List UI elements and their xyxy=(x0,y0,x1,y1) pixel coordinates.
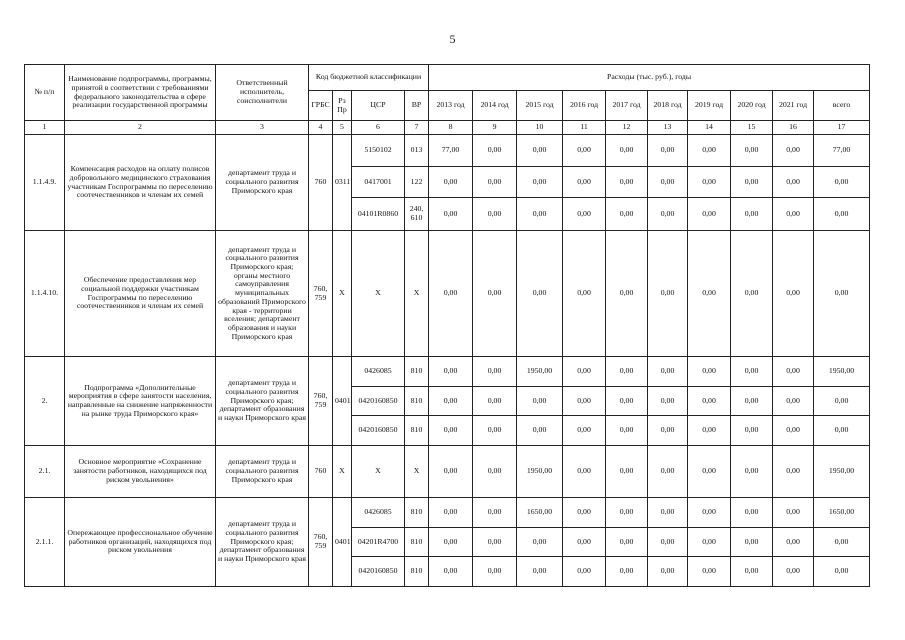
row-value: 0,00 xyxy=(563,198,606,231)
row-value: 0,00 xyxy=(473,357,517,387)
table-row xyxy=(25,446,870,498)
row-value: 0,00 xyxy=(429,387,473,416)
row-csr: 0420160850 xyxy=(352,387,405,416)
row-value: 0,00 xyxy=(606,357,648,387)
header-responsible: Ответственный исполнитель, соисполнители xyxy=(216,65,309,121)
table-row xyxy=(25,357,870,387)
row-value: 0,00 xyxy=(688,557,731,587)
column-number: 12 xyxy=(606,121,648,135)
row-csr: X xyxy=(352,446,405,498)
row-vr: 810 xyxy=(405,357,429,387)
row-value: 0,00 xyxy=(473,135,517,167)
header-year: 2019 год xyxy=(688,91,731,121)
row-value: 0,00 xyxy=(563,135,606,167)
row-csr: 0417001 xyxy=(352,167,405,198)
row-value: 0,00 xyxy=(688,528,731,557)
row-value: 0,00 xyxy=(473,416,517,446)
row-value: 0,00 xyxy=(773,135,814,167)
row-value: 0,00 xyxy=(648,231,688,357)
row-value: 0,00 xyxy=(563,498,606,528)
row-csr: 04101R0860 xyxy=(352,198,405,231)
row-grbs: 760 xyxy=(309,446,333,498)
row-value: 0,00 xyxy=(429,498,473,528)
row-value: 0,00 xyxy=(731,231,773,357)
row-value: 0,00 xyxy=(773,498,814,528)
row-vr: 810 xyxy=(405,416,429,446)
row-value: 0,00 xyxy=(429,231,473,357)
row-responsible: департамент труда и социального развития Приморского края; департамент образования и науки Приморского края xyxy=(216,357,309,446)
row-value: 0,00 xyxy=(773,231,814,357)
row-csr: 0420160850 xyxy=(352,416,405,446)
row-value: 0,00 xyxy=(473,167,517,198)
row-value: 77,00 xyxy=(814,135,870,167)
row-value: 0,00 xyxy=(648,387,688,416)
row-vr: 810 xyxy=(405,387,429,416)
table-row xyxy=(25,231,870,357)
column-number: 11 xyxy=(563,121,606,135)
row-value: 0,00 xyxy=(429,528,473,557)
row-value: 0,00 xyxy=(688,231,731,357)
row-number: 2.1.1. xyxy=(25,498,65,587)
table-row xyxy=(25,498,870,528)
page-number: 5 xyxy=(449,32,456,46)
row-responsible: департамент труда и социального развития Приморского края xyxy=(216,135,309,231)
row-csr: X xyxy=(352,231,405,357)
row-value: 0,00 xyxy=(731,498,773,528)
row-value: 0,00 xyxy=(731,198,773,231)
row-rzpr: 0401 xyxy=(333,498,352,587)
table-row xyxy=(25,135,870,167)
header-expenses: Расходы (тыс. руб.), годы xyxy=(429,65,870,91)
row-value: 0,00 xyxy=(473,528,517,557)
header-grbs: ГРБС xyxy=(309,91,333,121)
row-value: 0,00 xyxy=(688,198,731,231)
row-value: 77,00 xyxy=(429,135,473,167)
row-value: 0,00 xyxy=(563,416,606,446)
row-value: 0,00 xyxy=(429,416,473,446)
row-value: 0,00 xyxy=(473,446,517,498)
row-value: 0,00 xyxy=(429,357,473,387)
header-year: 2013 год xyxy=(429,91,473,121)
row-value: 0,00 xyxy=(688,387,731,416)
row-number: 2.1. xyxy=(25,446,65,498)
row-value: 0,00 xyxy=(773,557,814,587)
row-csr: 0426085 xyxy=(352,498,405,528)
header-year: всего xyxy=(814,91,870,121)
row-value: 0,00 xyxy=(563,357,606,387)
column-number: 16 xyxy=(773,121,814,135)
row-value: 0,00 xyxy=(648,446,688,498)
row-grbs: 760, 759 xyxy=(309,231,333,357)
row-value: 0,00 xyxy=(648,167,688,198)
header-rzpr: Рз Пр xyxy=(333,91,352,121)
row-csr: 0426085 xyxy=(352,357,405,387)
row-value: 0,00 xyxy=(606,446,648,498)
column-number: 9 xyxy=(473,121,517,135)
row-name: Основное мероприятие «Сохранение занятости работников, находящихся под риском увольнения» xyxy=(65,446,216,498)
row-value: 0,00 xyxy=(473,198,517,231)
row-vr: 810 xyxy=(405,498,429,528)
row-value: 0,00 xyxy=(731,167,773,198)
row-number: 2. xyxy=(25,357,65,446)
header-name: Наименование подпрограммы, программы, принятой в соответствии с требованиями федерального законодательства в сфере реализации государственной программы xyxy=(65,65,216,121)
row-value: 0,00 xyxy=(688,135,731,167)
row-csr: 0420160850 xyxy=(352,557,405,587)
row-grbs: 760 xyxy=(309,135,333,231)
row-value: 0,00 xyxy=(648,557,688,587)
row-value: 0,00 xyxy=(731,416,773,446)
column-number: 5 xyxy=(333,121,352,135)
row-value: 0,00 xyxy=(429,557,473,587)
header-csr: ЦСР xyxy=(352,91,405,121)
row-vr: 013 xyxy=(405,135,429,167)
row-value: 0,00 xyxy=(606,528,648,557)
column-number: 13 xyxy=(648,121,688,135)
row-value: 1650,00 xyxy=(814,498,870,528)
row-value: 0,00 xyxy=(517,135,563,167)
row-value: 0,00 xyxy=(563,557,606,587)
row-value: 0,00 xyxy=(606,387,648,416)
row-value: 0,00 xyxy=(688,167,731,198)
row-value: 0,00 xyxy=(648,198,688,231)
row-value: 0,00 xyxy=(606,557,648,587)
row-vr: 240, 610 xyxy=(405,198,429,231)
column-number: 2 xyxy=(65,121,216,135)
row-value: 0,00 xyxy=(563,231,606,357)
row-vr: X xyxy=(405,446,429,498)
row-value: 0,00 xyxy=(606,231,648,357)
header-budget-code: Код бюджетной классификации xyxy=(309,65,429,91)
row-value: 0,00 xyxy=(688,498,731,528)
row-value: 1950,00 xyxy=(517,357,563,387)
column-number: 1 xyxy=(25,121,65,135)
header-year: 2014 год xyxy=(473,91,517,121)
row-value: 0,00 xyxy=(517,198,563,231)
row-value: 0,00 xyxy=(429,446,473,498)
row-value: 0,00 xyxy=(731,557,773,587)
row-value: 0,00 xyxy=(606,198,648,231)
row-value: 0,00 xyxy=(773,357,814,387)
row-value: 0,00 xyxy=(814,416,870,446)
row-name: Опережающее профессиональное обучение работников организаций, находящихся под риском увольнения xyxy=(65,498,216,587)
row-vr: 810 xyxy=(405,528,429,557)
row-value: 0,00 xyxy=(773,528,814,557)
row-vr: 122 xyxy=(405,167,429,198)
row-value: 0,00 xyxy=(731,135,773,167)
row-value: 0,00 xyxy=(606,135,648,167)
row-value: 0,00 xyxy=(517,231,563,357)
row-rzpr: 0311 xyxy=(333,135,352,231)
row-value: 1950,00 xyxy=(814,446,870,498)
row-value: 0,00 xyxy=(688,357,731,387)
column-number: 14 xyxy=(688,121,731,135)
row-value: 0,00 xyxy=(773,387,814,416)
row-value: 0,00 xyxy=(473,498,517,528)
row-value: 0,00 xyxy=(517,387,563,416)
column-number: 15 xyxy=(731,121,773,135)
row-value: 0,00 xyxy=(648,416,688,446)
row-grbs: 760, 759 xyxy=(309,357,333,446)
row-name: Компенсация расходов на оплату полисов добровольного медицинского страхования участникам Госпрограммы по переселению соотечественников и членам их семей xyxy=(65,135,216,231)
row-value: 0,00 xyxy=(648,498,688,528)
row-value: 0,00 xyxy=(648,528,688,557)
row-value: 1650,00 xyxy=(517,498,563,528)
budget-table xyxy=(24,64,870,587)
row-value: 0,00 xyxy=(606,498,648,528)
row-responsible: департамент труда и социального развития Приморского края xyxy=(216,446,309,498)
row-value: 0,00 xyxy=(648,135,688,167)
row-grbs: 760, 759 xyxy=(309,498,333,587)
row-value: 0,00 xyxy=(517,528,563,557)
row-value: 0,00 xyxy=(773,198,814,231)
row-value: 0,00 xyxy=(731,528,773,557)
row-responsible: департамент труда и социального развития Приморского края; органы местного самоуправления муниципальных образований Приморского края - территории вселения; департамент образования и науки Приморского края xyxy=(216,231,309,357)
row-csr: 04201R4700 xyxy=(352,528,405,557)
row-value: 0,00 xyxy=(814,528,870,557)
row-value: 1950,00 xyxy=(814,357,870,387)
row-value: 0,00 xyxy=(814,557,870,587)
row-value: 0,00 xyxy=(648,357,688,387)
row-value: 0,00 xyxy=(773,167,814,198)
row-rzpr: X xyxy=(333,231,352,357)
header-year: 2021 год xyxy=(773,91,814,121)
row-value: 0,00 xyxy=(688,416,731,446)
row-rzpr: 0401 xyxy=(333,357,352,446)
column-number: 17 xyxy=(814,121,870,135)
row-value: 0,00 xyxy=(517,167,563,198)
row-value: 0,00 xyxy=(773,416,814,446)
row-value: 0,00 xyxy=(563,528,606,557)
row-value: 0,00 xyxy=(731,387,773,416)
row-csr: 5150102 xyxy=(352,135,405,167)
header-year: 2017 год xyxy=(606,91,648,121)
row-value: 0,00 xyxy=(517,416,563,446)
row-name: Обеспечение предоставления мер социальной поддержки участникам Госпрограммы по переселению соотечественников и членам их семей xyxy=(65,231,216,357)
row-vr: 810 xyxy=(405,557,429,587)
column-number: 3 xyxy=(216,121,309,135)
row-rzpr: X xyxy=(333,446,352,498)
header-year: 2020 год xyxy=(731,91,773,121)
row-vr: X xyxy=(405,231,429,357)
column-number: 7 xyxy=(405,121,429,135)
row-value: 0,00 xyxy=(814,198,870,231)
row-value: 0,00 xyxy=(814,231,870,357)
row-number: 1.1.4.10. xyxy=(25,231,65,357)
row-number: 1.1.4.9. xyxy=(25,135,65,231)
header-year: 2018 год xyxy=(648,91,688,121)
row-value: 0,00 xyxy=(814,167,870,198)
row-value: 0,00 xyxy=(473,387,517,416)
header-num: № п/п xyxy=(25,65,65,121)
row-value: 0,00 xyxy=(731,357,773,387)
row-value: 0,00 xyxy=(606,167,648,198)
row-name: Подпрограмма «Дополнительные мероприятия в сфере занятости населения, направленные на снижение напряженности на рынке труда Приморского края» xyxy=(65,357,216,446)
column-number: 4 xyxy=(309,121,333,135)
column-number: 8 xyxy=(429,121,473,135)
header-vr: ВР xyxy=(405,91,429,121)
row-value: 0,00 xyxy=(814,387,870,416)
row-value: 0,00 xyxy=(773,446,814,498)
header-year: 2016 год xyxy=(563,91,606,121)
column-number: 6 xyxy=(352,121,405,135)
row-value: 0,00 xyxy=(517,557,563,587)
row-value: 0,00 xyxy=(563,167,606,198)
row-responsible: департамент труда и социального развития Приморского края; департамент образования и науки Приморского края xyxy=(216,498,309,587)
row-value: 0,00 xyxy=(429,167,473,198)
row-value: 0,00 xyxy=(429,198,473,231)
row-value: 0,00 xyxy=(563,446,606,498)
row-value: 1950,00 xyxy=(517,446,563,498)
row-value: 0,00 xyxy=(563,387,606,416)
row-value: 0,00 xyxy=(688,446,731,498)
row-value: 0,00 xyxy=(473,231,517,357)
row-value: 0,00 xyxy=(731,446,773,498)
row-value: 0,00 xyxy=(606,416,648,446)
header-year: 2015 год xyxy=(517,91,563,121)
column-number: 10 xyxy=(517,121,563,135)
row-value: 0,00 xyxy=(473,557,517,587)
